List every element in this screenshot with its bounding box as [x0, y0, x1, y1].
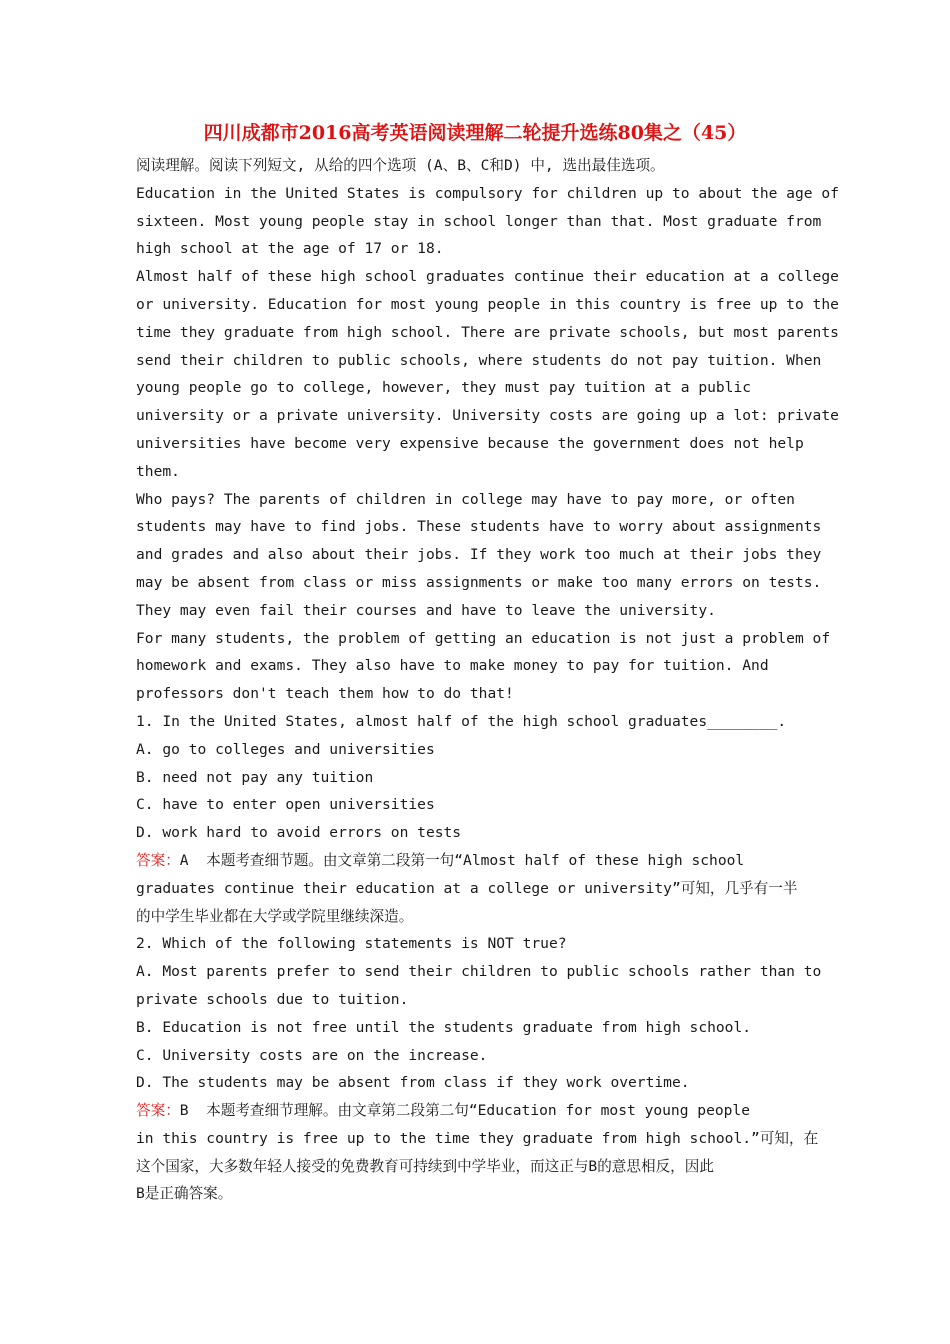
text-line: [136, 374, 816, 402]
document-title: 四川成都市2016高考英语阅读理解二轮提升选练80集之（45）: [203, 122, 747, 144]
text-line: [136, 430, 816, 458]
line-text: They may even fail their courses and have to leave the university.: [136, 601, 716, 619]
line-text: Almost half of these high school graduates continue their education at a college: [136, 268, 839, 286]
text-line: [136, 903, 816, 931]
answer-line: [136, 847, 816, 875]
document-body: [136, 152, 839, 1208]
text-line: [136, 986, 816, 1014]
text-line: [136, 569, 822, 597]
line-text: and grades and also about their jobs. If they work too much at their jobs they: [136, 546, 822, 564]
line-text: in this country is free up to the time they graduate from high school.”可知，在: [136, 1129, 819, 1147]
answer-label: 答案：: [136, 851, 180, 869]
line-text: A. Most parents prefer to send their children to public schools rather than to: [136, 963, 822, 981]
line-text: graduates continue their education at a college or university”可知，几乎有一半: [136, 879, 798, 897]
line-text: 的中学生毕业都在大学或学院里继续深造。: [136, 907, 414, 925]
text-line: [136, 1153, 816, 1181]
text-line: [136, 764, 816, 792]
line-text: D. The students may be absent from class if they work overtime.: [136, 1074, 690, 1092]
line-text: university or a private university. University costs are going up a lot: private: [136, 407, 839, 425]
line-text: Who pays? The parents of children in college may have to pay more, or often: [136, 490, 795, 508]
line-text: D. work hard to avoid errors on tests: [136, 824, 462, 842]
line-text: B. need not pay any tuition: [136, 768, 374, 786]
text-line: [136, 402, 839, 430]
line-text: homework and exams. They also have to make money to pay for tuition. And: [136, 657, 769, 675]
line-text: high school at the age of 17 or 18.: [136, 240, 444, 258]
text-line: [136, 875, 816, 903]
text-line: [136, 208, 822, 236]
line-text: Education in the United States is compulsory for children up to about the age of: [136, 184, 839, 202]
line-text: 阅读理解。阅读下列短文, 从给的四个选项 (A、B、C和D) 中, 选出最佳选项。: [136, 157, 665, 174]
text-line: [136, 680, 816, 708]
text-line: [136, 1014, 816, 1042]
line-text: C. have to enter open universities: [136, 796, 435, 814]
line-text: B 本题考查细节理解。由文章第二段第二句“Education for most young people: [179, 1102, 751, 1120]
line-text: C. University costs are on the increase.: [136, 1046, 488, 1064]
line-text: For many students, the problem of getting an education is not just a problem of: [136, 629, 831, 647]
text-line: [136, 291, 839, 319]
text-line: [136, 180, 839, 208]
text-line: [136, 958, 822, 986]
text-line: [136, 625, 831, 653]
text-line: [136, 597, 816, 625]
text-line: [136, 652, 816, 680]
line-text: A. go to colleges and universities: [136, 740, 435, 758]
line-text: students may have to find jobs. These students have to worry about assignments: [136, 518, 822, 536]
text-line: [136, 791, 816, 819]
line-text: young people go to college, however, they must pay tuition at a public: [136, 379, 752, 397]
line-text: private schools due to tuition.: [136, 990, 409, 1008]
answer-line: [136, 1097, 816, 1125]
line-text: may be absent from class or miss assignments or make too many errors on tests.: [136, 573, 822, 591]
text-line: [136, 1069, 816, 1097]
text-line: [136, 1125, 819, 1153]
text-line: [136, 1042, 816, 1070]
line-text: universities have become very expensive because the government does not help: [136, 434, 804, 452]
line-text: 2. Which of the following statements is NOT true?: [136, 935, 567, 953]
line-text: B是正确答案。: [136, 1185, 233, 1203]
text-line: [136, 736, 816, 764]
text-line: [136, 319, 839, 347]
line-text: 1. In the United States, almost half of the high school graduates________.: [136, 712, 787, 730]
text-line: [136, 235, 816, 263]
text-line: [136, 263, 839, 291]
text-line: [136, 486, 816, 514]
text-line: [136, 1180, 816, 1208]
line-text: time they graduate from high school. There are private schools, but most parents: [136, 323, 839, 341]
line-text: or university. Education for most young people in this country is free up to the: [136, 295, 839, 313]
text-line: [136, 708, 816, 736]
line-text: professors don't teach them how to do that!: [136, 685, 514, 703]
text-line: [136, 347, 822, 375]
text-line: [136, 541, 822, 569]
text-line: [136, 930, 816, 958]
line-text: A 本题考查细节题。由文章第二段第一句“Almost half of these high school: [179, 851, 745, 869]
answer-label: 答案：: [136, 1102, 180, 1120]
text-line: [136, 513, 822, 541]
text-line: [136, 819, 816, 847]
line-text: 这个国家，大多数年轻人接受的免费教育可持续到中学毕业，而这正与B的意思相反，因此: [136, 1157, 714, 1175]
line-text: send their children to public schools, where students do not pay tuition. When: [136, 351, 822, 369]
text-line: [136, 458, 816, 486]
line-text: them.: [136, 462, 180, 480]
line-text: sixteen. Most young people stay in school longer than that. Most graduate from: [136, 212, 822, 230]
text-line: [136, 152, 816, 180]
line-text: B. Education is not free until the students graduate from high school.: [136, 1018, 752, 1036]
